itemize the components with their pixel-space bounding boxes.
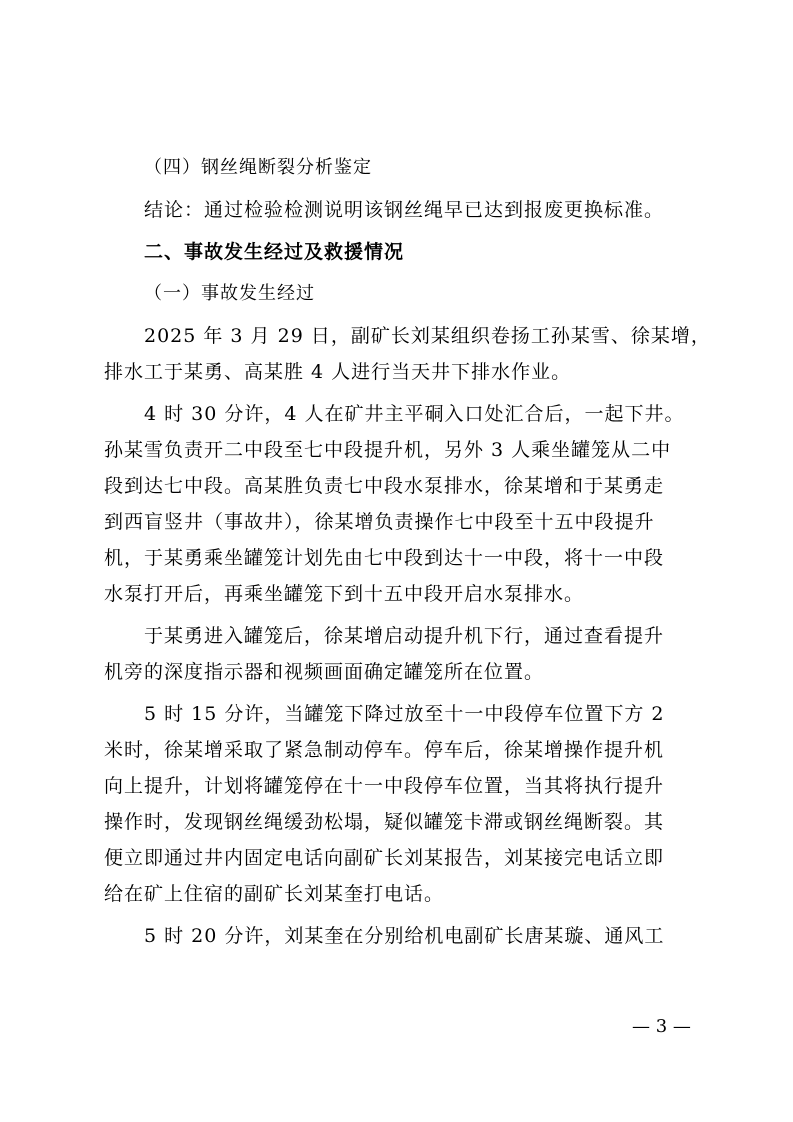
subsection-one-heading: （一）事故发生经过 bbox=[144, 283, 315, 304]
paragraph-line: 给在矿上住宿的副矿长刘某奎打电话。 bbox=[104, 883, 445, 905]
paragraph-line: 于某勇进入罐笼后，徐某增启动提升机下行，通过查看提升 bbox=[144, 625, 665, 647]
chapter-two-heading: 二、事故发生经过及救援情况 bbox=[144, 241, 405, 263]
paragraph-line: 机，于某勇乘坐罐笼计划先由七中段到达十一中段，将十一中段 bbox=[104, 547, 665, 569]
paragraph-1 bbox=[104, 318, 711, 390]
paragraph-line: 5 时 15 分许，当罐笼下降过放至十一中段停车位置下方 2 bbox=[144, 703, 665, 725]
document-body bbox=[104, 150, 711, 954]
paragraph-line: 到西盲竖井（事故井），徐某增负责操作七中段至十五中段提升 bbox=[104, 511, 655, 533]
paragraph-4 bbox=[104, 696, 696, 912]
paragraph-line: 孙某雪负责开二中段至七中段提升机，另外 3 人乘坐罐笼从二中 bbox=[104, 439, 672, 461]
paragraph-line: 操作时，发现钢丝绳缓劲松塌，疑似罐笼卡滞或钢丝绳断裂。其 bbox=[104, 811, 665, 833]
paragraph-line: 便立即通过井内固定电话向副矿长刘某报告，刘某接完电话立即 bbox=[104, 847, 665, 869]
paragraph-line: 机旁的深度指示器和视频画面确定罐笼所在位置。 bbox=[104, 661, 545, 683]
conclusion-text: 结论：通过检验检测说明该钢丝绳早已达到报废更换标准。 bbox=[144, 199, 665, 221]
paragraph-line: 5 时 20 分许，刘某奎在分别给机电副矿长唐某璇、通风工 bbox=[144, 925, 665, 947]
section-four-heading: （四）钢丝绳断裂分析鉴定 bbox=[144, 157, 372, 178]
paragraph-line: 米时，徐某增采取了紧急制动停车。停车后，徐某增操作提升机 bbox=[104, 739, 665, 761]
paragraph-3 bbox=[104, 618, 696, 690]
paragraph-line: 2025 年 3 月 29 日，副矿长刘某组织卷扬工孙某雪、徐某增， bbox=[144, 325, 711, 347]
paragraph-2 bbox=[104, 396, 696, 612]
paragraph-line: 排水工于某勇、高某胜 4 人进行当天井下排水作业。 bbox=[104, 361, 572, 383]
paragraph-line: 4 时 30 分许，4 人在矿井主平硐入口处汇合后，一起下井。 bbox=[144, 403, 685, 425]
paragraph-line: 段到达七中段。高某胜负责七中段水泵排水，徐某增和于某勇走 bbox=[104, 475, 665, 497]
page-number: — 3 — bbox=[632, 1016, 691, 1037]
paragraph-line: 水泵打开后，再乘坐罐笼下到十五中段开启水泵排水。 bbox=[104, 583, 585, 605]
paragraph-5 bbox=[104, 918, 696, 954]
paragraph-line: 向上提升，计划将罐笼停在十一中段停车位置，当其将执行提升 bbox=[104, 775, 665, 797]
